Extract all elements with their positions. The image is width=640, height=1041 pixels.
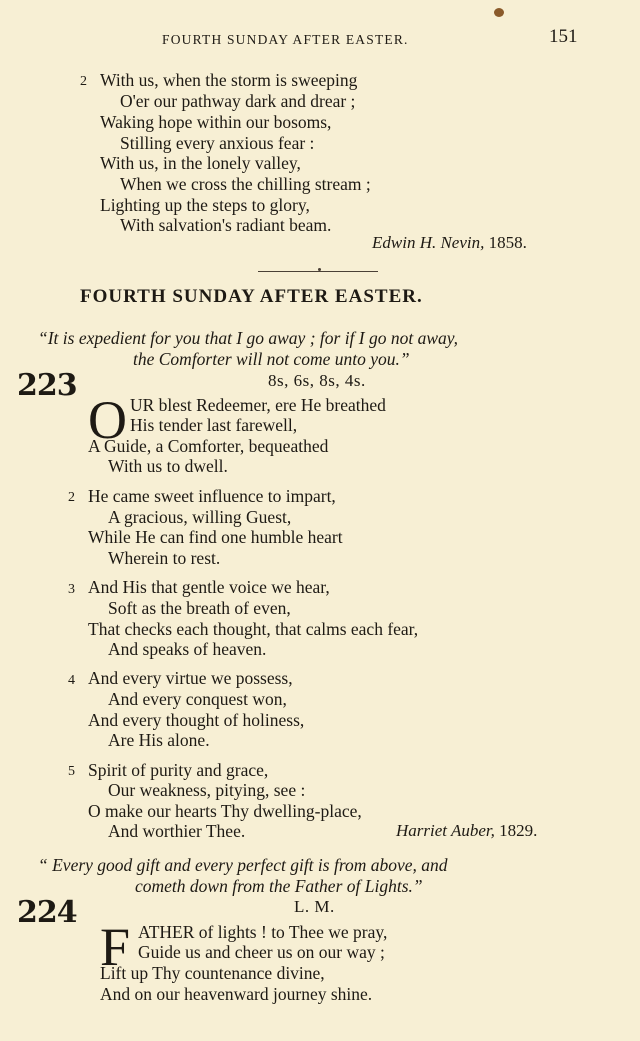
hymn-line: A gracious, willing Guest, [108,507,292,527]
hymn-line: Are His alone. [108,730,210,750]
attribution [396,821,537,841]
hymn-line: With salvation's radiant beam. [120,215,332,235]
hymn-line: With us, in the lonely valley, [100,153,301,173]
hymn-line: ATHER of lights ! to Thee we pray, [138,922,388,942]
hymn-line: Soft as the breath of even, [108,598,291,618]
verse-number: 3 [68,582,75,597]
year: 1858. [488,233,527,252]
hymn-line: Spirit of purity and grace, [88,760,269,780]
author-name: Edwin H. Nevin, [372,233,485,252]
hymn-line: O'er our pathway dark and drear ; [120,91,356,111]
year: 1829. [499,821,538,840]
hymn-line: And every virtue we possess, [88,668,293,688]
hymn-number: 223 [17,368,77,403]
hymn-line: Waking hope within our bosoms, [100,112,332,132]
divider [258,271,378,272]
hymn-line: He came sweet influence to impart, [88,486,336,506]
drop-cap: F [100,917,131,977]
hymn-line: O make our hearts Thy dwelling-place, [88,801,362,821]
hymn-line: With us, when the storm is sweeping [100,70,358,90]
drop-cap: O [88,390,127,450]
hymn-line: When we cross the chilling stream ; [120,174,371,194]
hymn-line: Guide us and cheer us on our way ; [138,942,385,962]
hymn-line: And worthier Thee. [108,821,246,841]
page-number: 151 [549,26,578,47]
verse-number: 2 [68,490,75,505]
hymn-line: And His that gentle voice we hear, [88,577,330,597]
scripture-quote: “ Every good gift and every perfect gift is from above, and [38,855,448,875]
hymn-line: And every conquest won, [108,689,287,709]
meter: 8s, 6s, 8s, 4s. [268,371,366,390]
hymn-line: Lift up Thy countenance divine, [100,963,325,983]
hymn-number: 224 [17,895,77,930]
hymn-line: That checks each thought, that calms each fear, [88,619,419,639]
scripture-quote: “It is expedient for you that I go away ; for if I go not away, [38,328,458,348]
verse-number: 4 [68,673,75,688]
hymn-line: And speaks of heaven. [108,639,267,659]
author-name: Harriet Auber, [396,821,495,840]
running-header: FOURTH SUNDAY AFTER EASTER. [162,32,409,47]
hymn-line: While He can find one humble heart [88,527,343,547]
scripture-quote: the Comforter will not come unto you.” [133,349,410,369]
section-heading: FOURTH SUNDAY AFTER EASTER. [80,286,423,307]
hymn-line: His tender last farewell, [130,415,298,435]
hymn-line: And on our heavenward journey shine. [100,984,373,1004]
divider-ornament [318,268,321,271]
hymn-line: And every thought of holiness, [88,710,305,730]
attribution [372,233,527,253]
hymn-line: Lighting up the steps to glory, [100,195,310,215]
hymn-line: UR blest Redeemer, ere He breathed [130,395,386,415]
ink-spot [494,8,504,17]
hymn-line: Stilling every anxious fear : [120,133,315,153]
verse-number: 2 [80,74,87,89]
verse-number: 5 [68,764,75,779]
hymn-line: Our weakness, pitying, see : [108,780,306,800]
hymn-line: Wherein to rest. [108,548,221,568]
hymn-line: A Guide, a Comforter, bequeathed [88,436,329,456]
hymn-line: With us to dwell. [108,456,228,476]
meter: L. M. [294,897,335,916]
scripture-quote: cometh down from the Father of Lights.” [135,876,423,896]
